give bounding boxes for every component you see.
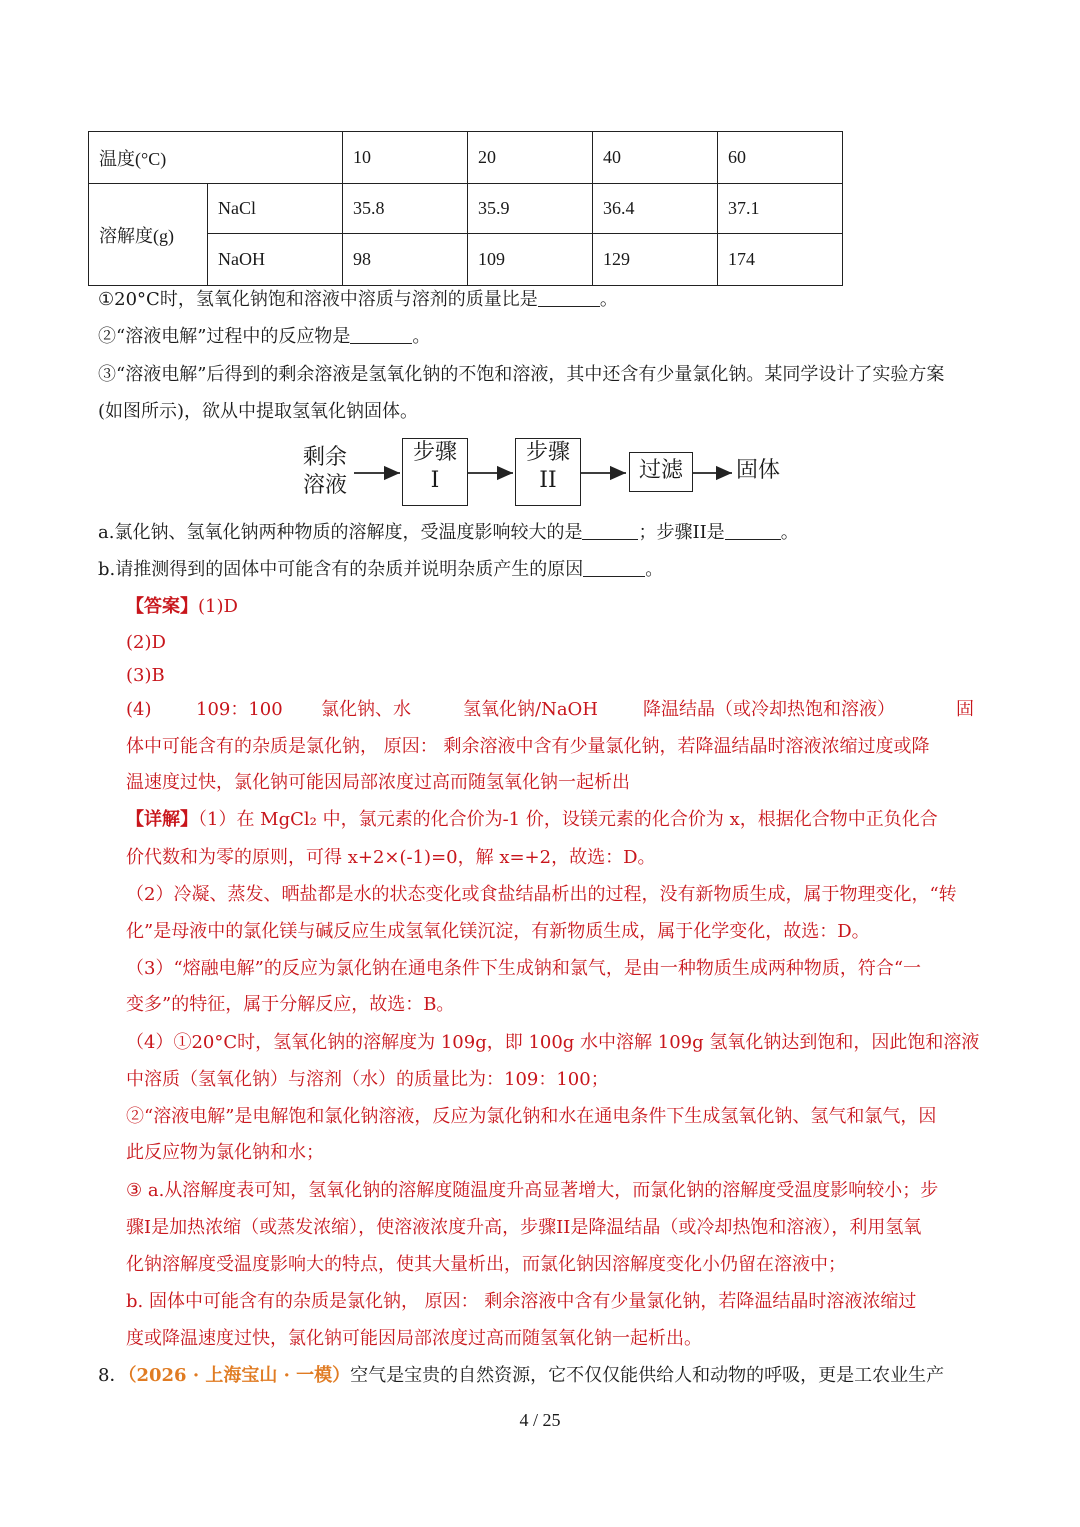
answer-text: 降温结晶（或冷却热饱和溶液）	[643, 699, 895, 720]
substance-cell: NaOH	[208, 234, 343, 286]
value-cell: 35.9	[468, 184, 593, 234]
table-row	[89, 132, 843, 184]
detail-tag: 【详解】	[126, 809, 198, 830]
question-text: 。	[780, 522, 799, 543]
answer-blank	[725, 521, 781, 540]
flow-diagram	[296, 436, 796, 508]
substance-cell: NaCl	[208, 184, 343, 234]
temp-header: 温度(°C)	[89, 132, 343, 184]
flow-step-text: II	[539, 468, 557, 493]
question-number: 8．	[98, 1365, 128, 1386]
detail-line: 价代数和为零的原则，可得 x+2×(-1)=0，解 x=+2，故选：D。	[126, 847, 656, 868]
value-cell: 109	[468, 234, 593, 286]
answer-text: (4)	[126, 699, 152, 720]
answer-text: 氯化钠、水	[321, 699, 411, 720]
detail-line: b. 固体中可能含有的杂质是氯化钠， 原因： 剩余溶液中含有少量氯化钠，若降温结晶时溶液浓缩过	[126, 1291, 917, 1312]
question-text: ；步骤II是	[638, 522, 725, 543]
question-text: 。	[412, 326, 431, 347]
value-cell: 129	[593, 234, 718, 286]
answer-text: (1)D	[198, 596, 238, 617]
temp-cell: 40	[593, 132, 718, 184]
detail-line: 此反应物为氯化钠和水；	[126, 1142, 324, 1163]
page-number: 4 / 25	[519, 1410, 561, 1430]
detail-line: 骤I是加热浓缩（或蒸发浓缩），使溶液浓度升高，步骤II是降温结晶（或冷却热饱和溶液），利用氢氧	[126, 1217, 922, 1238]
answer-line-1	[126, 595, 238, 619]
temp-cell: 10	[343, 132, 468, 184]
solubility-table	[88, 131, 843, 286]
value-cell: 35.8	[343, 184, 468, 234]
detail-line	[126, 808, 938, 832]
flow-step-text: I	[430, 468, 440, 493]
detail-line: 度或降温速度过快，氯化钠可能因局部浓度过高而随氢氧化钠一起析出。	[126, 1328, 702, 1349]
flow-start-line: 溶液	[302, 473, 347, 498]
question-text: 。	[645, 559, 664, 580]
temp-cell: 20	[468, 132, 593, 184]
value-cell: 37.1	[718, 184, 843, 234]
question-3a	[98, 521, 799, 545]
question-3-cont: (如图所示)，欲从中提取氢氧化钠固体。	[98, 401, 419, 422]
question-text: ②“溶液电解”过程中的反应物是	[98, 326, 351, 347]
next-question	[98, 1364, 944, 1388]
value-cell: 174	[718, 234, 843, 286]
answer-blank	[583, 558, 645, 577]
flow-end: 固体	[736, 458, 781, 483]
detail-line: ②“溶液电解”是电解饱和氯化钠溶液，反应为氯化钠和水在通电条件下生成氢氧化钠、氢气和氯气，因	[126, 1106, 937, 1127]
value-cell: 36.4	[593, 184, 718, 234]
solubility-header: 溶解度(g)	[89, 184, 208, 286]
detail-line: 化”是母液中的氯化镁与碱反应生成氢氧化镁沉淀，有新物质生成，属于化学变化，故选：D。	[126, 921, 870, 942]
question-text: b.请推测得到的固体中可能含有的杂质并说明杂质产生的原因	[98, 559, 584, 580]
question-text: a.氯化钠、氢氧化钠两种物质的溶解度，受温度影响较大的是	[98, 522, 583, 543]
answer-line-3: (3)B	[126, 665, 165, 686]
detail-line: （4）①20°C时，氢氧化钠的溶解度为 109g，即 100g 水中溶解 109g 氢氧化钠达到饱和，因此饱和溶液	[126, 1032, 980, 1053]
question-text: 。	[599, 289, 618, 310]
flow-step-text: 步骤	[412, 440, 457, 465]
answer-text: 固	[956, 699, 974, 720]
value-cell: 98	[343, 234, 468, 286]
flow-step-2	[515, 438, 581, 506]
answer-line-2: (2)D	[126, 632, 166, 653]
table-row	[89, 184, 843, 234]
detail-line: 化钠溶解度受温度影响大的特点，使其大量析出，而氯化钠因溶解度变化小仍留在溶液中；	[126, 1254, 846, 1275]
answer-blank	[582, 521, 638, 540]
question-2	[98, 325, 430, 349]
flow-step-filter: 过滤	[629, 452, 693, 492]
flow-step-text: 步骤	[525, 440, 570, 465]
question-source: （2026 · 上海宝山 · 一模）	[127, 1365, 351, 1386]
answer-text: 氢氧化钠/NaOH	[463, 699, 598, 720]
question-3b	[98, 558, 663, 582]
detail-line: （2）冷凝、蒸发、晒盐都是水的状态变化或食盐结晶析出的过程，没有新物质生成，属于物理变化，“转	[126, 884, 957, 905]
detail-line: ③ a.从溶解度表可知，氢氧化钠的溶解度随温度升高显著增大，而氯化钠的溶解度受温度影响较小；步	[126, 1180, 939, 1201]
detail-text: （1）在 MgCl₂ 中，氯元素的化合价为-1 价，设镁元素的化合价为 x，根据化合物中正负化合	[198, 809, 938, 830]
detail-line: 变多”的特征，属于分解反应，故选：B。	[126, 994, 455, 1015]
question-text: 空气是宝贵的自然资源，它不仅仅能供给人和动物的呼吸，更是工农业生产	[350, 1365, 945, 1386]
answer-blank	[538, 288, 600, 307]
detail-line: 中溶质（氢氧化钠）与溶剂（水）的质量比为：109：100；	[126, 1069, 609, 1090]
answer-line-6: 温速度过快，氯化钠可能因局部浓度过高而随氢氧化钠一起析出	[126, 772, 630, 793]
answer-blank	[350, 325, 412, 344]
question-3: ③“溶液电解”后得到的剩余溶液是氢氧化钠的不饱和溶液，其中还含有少量氯化钠。某同学设计了实验方案	[98, 364, 945, 385]
detail-line: （3）“熔融电解”的反应为氯化钠在通电条件下生成钠和氯气，是由一种物质生成两种物质，符合“一	[126, 958, 922, 979]
temp-cell: 60	[718, 132, 843, 184]
flow-start-line: 剩余	[302, 445, 347, 470]
flow-step-1	[402, 438, 468, 506]
question-1	[98, 288, 618, 312]
answer-tag: 【答案】	[126, 596, 198, 617]
answer-text: 109：100	[196, 699, 283, 720]
question-text: ①20°C时，氢氧化钠饱和溶液中溶质与溶剂的质量比是	[98, 289, 538, 310]
answer-line-5: 体中可能含有的杂质是氯化钠， 原因： 剩余溶液中含有少量氯化钠，若降温结晶时溶液浓缩过度或降	[126, 736, 930, 757]
